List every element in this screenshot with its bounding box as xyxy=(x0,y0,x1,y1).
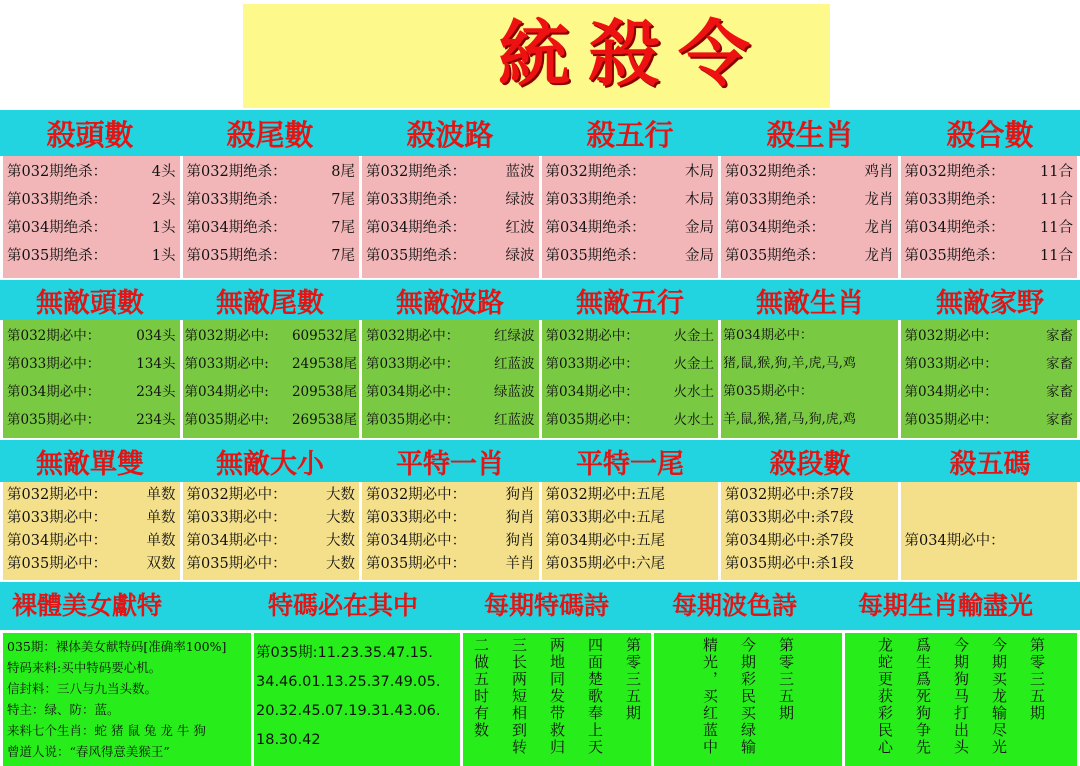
list-item: 第035期:11.23.35.47.15. xyxy=(256,645,433,661)
list-item: 第032期必中:杀7段 xyxy=(725,487,854,503)
list-item: 第035期绝杀： 1头 xyxy=(7,248,176,264)
header-numbers: 特碼必在其中 xyxy=(268,591,419,620)
list-item: 第034期必中： 234头 xyxy=(7,384,176,400)
list-item: 第034期必中： 绿蓝波 xyxy=(366,384,535,400)
list-item: 第032期必中： 红绿波 xyxy=(366,328,535,344)
poem-column: 精光，买红蓝中 xyxy=(701,637,719,756)
number-poem-cell xyxy=(463,633,651,766)
list-item: 第034期绝杀： 龙肖 xyxy=(725,220,894,236)
list-item: 第032期必中： 火金土 xyxy=(545,328,714,344)
zodiac-poem-cell xyxy=(845,633,1077,766)
list-item: 第032期绝杀： 4头 xyxy=(7,164,176,180)
kill-zodiac-cell xyxy=(721,156,898,278)
list-item: 第035期必中： 羊肖 xyxy=(366,556,535,572)
beauty-cell xyxy=(3,633,251,766)
list-item: 第032期绝杀： 蓝波 xyxy=(366,164,535,180)
list-item: 第033期必中:五尾 xyxy=(545,510,666,526)
list-item: 第034期绝杀： 红波 xyxy=(366,220,535,236)
header-zodiac-poem: 每期生肖輸盡光 xyxy=(858,591,1034,620)
list-item: 第034期绝杀： 1头 xyxy=(7,220,176,236)
section4-row xyxy=(0,630,1080,766)
poem-column: 今期狗马打出头 xyxy=(952,637,970,756)
list-item: 第034期必中： 单数 xyxy=(7,533,176,549)
sure-wave-cell xyxy=(362,320,539,438)
list-item: 第033期必中： 家畜 xyxy=(904,356,1073,372)
one-tail-cell xyxy=(542,482,719,580)
list-item: 第032期必中： 大数 xyxy=(186,487,355,503)
header-kill-sum: 殺合數 xyxy=(946,117,1034,152)
kill-element-cell xyxy=(542,156,719,278)
list-item: 第035期绝杀： 11合 xyxy=(904,248,1073,264)
header-kill-zodiac: 殺生肖 xyxy=(766,117,854,152)
list-item: 第033期绝杀： 7尾 xyxy=(186,192,355,208)
section1-row xyxy=(0,156,1080,278)
wave-poem xyxy=(654,633,842,766)
list-item: 035期：裸体美女献特码[准确率100%] xyxy=(7,639,227,654)
list-item: 第034期必中： 大数 xyxy=(186,533,355,549)
header-beauty: 裸體美女獻特 xyxy=(12,591,163,620)
kill-head-cell xyxy=(3,156,180,278)
list-item: 20.32.45.07.19.31.43.06. xyxy=(256,703,441,719)
list-item: 第033期必中： 单数 xyxy=(7,510,176,526)
header-odd-even: 無敵單雙 xyxy=(36,448,144,480)
list-item: 34.46.01.13.25.37.49.05. xyxy=(256,674,441,690)
list-item: 第033期绝杀： 2头 xyxy=(7,192,176,208)
list-item: 第035期必中： xyxy=(723,384,813,399)
list-item: 特主：绿、防：蓝。 xyxy=(7,702,120,717)
poem-column: 今期彩民买绿输 xyxy=(739,637,757,756)
sure-tail-cell xyxy=(183,320,360,438)
list-item: 曾道人说：“春风得意美猴王” xyxy=(7,744,170,759)
header-sure-domestic: 無敵家野 xyxy=(936,287,1044,319)
poem-column: 今期买龙输尽光 xyxy=(990,637,1008,756)
list-item: 第032期绝杀： 8尾 xyxy=(186,164,355,180)
list-item: 第033期必中: 249538尾 xyxy=(184,356,357,372)
section3-row xyxy=(0,482,1080,580)
header-kill-element: 殺五行 xyxy=(586,117,674,152)
header-sure-zodiac: 無敵生肖 xyxy=(756,287,864,319)
list-item: 第032期必中:五尾 xyxy=(545,487,666,503)
list-item: 第032期必中: 609532尾 xyxy=(184,328,357,344)
header-one-tail: 平特一尾 xyxy=(576,448,684,480)
list-item: 来料七个生肖：蛇 猪 鼠 兔 龙 牛 狗 xyxy=(7,723,206,738)
sure-element-cell xyxy=(542,320,719,438)
header-sure-tail: 無敵尾數 xyxy=(216,287,324,319)
list-item: 特码来料:买中特码要心机。 xyxy=(7,660,162,675)
kill-sum-cell xyxy=(901,156,1078,278)
list-item: 第034期必中： xyxy=(904,533,1005,549)
list-item: 第035期必中:六尾 xyxy=(545,556,666,572)
list-item: 第034期必中： 火水土 xyxy=(545,384,714,400)
list-item: 第033期绝杀： 木局 xyxy=(545,192,714,208)
list-item: 第032期绝杀： 木局 xyxy=(545,164,714,180)
section2-header xyxy=(0,280,1080,320)
list-item: 第033期绝杀： 绿波 xyxy=(366,192,535,208)
poem-column: 第零三五期 xyxy=(624,637,642,722)
header-kill-head: 殺頭數 xyxy=(46,117,134,152)
poem-column: 龙蛇更获彩民心 xyxy=(876,637,894,756)
poem-column: 二做五时有数 xyxy=(472,637,490,739)
list-item: 第035期必中： 234头 xyxy=(7,412,176,428)
header-sure-head: 無敵頭數 xyxy=(36,287,144,319)
list-item: 第032期必中： 狗肖 xyxy=(366,487,535,503)
list-item: 第032期必中： 单数 xyxy=(7,487,176,503)
wave-poem-cell xyxy=(654,633,842,766)
list-item: 第034期绝杀： 11合 xyxy=(904,220,1073,236)
list-item: 信封料：三八与九当头数。 xyxy=(7,681,158,696)
list-item: 第035期绝杀： 龙肖 xyxy=(725,248,894,264)
list-item: 羊,鼠,猴,猪,马,狗,虎,鸡 xyxy=(723,412,856,427)
header-number-poem: 每期特碼詩 xyxy=(484,591,610,620)
list-item: 第035期必中： 家畜 xyxy=(904,412,1073,428)
list-item: 第034期绝杀： 金局 xyxy=(545,220,714,236)
list-item: 第035期必中:杀1段 xyxy=(725,556,854,572)
list-item: 第035期绝杀： 绿波 xyxy=(366,248,535,264)
odd-even-cell xyxy=(3,482,180,580)
header-kill-wave: 殺波路 xyxy=(406,117,494,152)
list-item: 第033期必中： 狗肖 xyxy=(366,510,535,526)
page-title: 統殺令 xyxy=(498,11,769,96)
section4-header xyxy=(0,582,1080,630)
list-item: 第035期必中: 269538尾 xyxy=(184,412,357,428)
sure-zodiac-cell xyxy=(721,320,898,438)
sure-head-cell xyxy=(3,320,180,438)
section2-row xyxy=(0,320,1080,438)
one-zodiac-cell xyxy=(362,482,539,580)
list-item: 第032期绝杀： 鸡肖 xyxy=(725,164,894,180)
poem-column: 三长两短相到转 xyxy=(510,637,528,756)
poem-column: 爲生爲死狗争先 xyxy=(914,637,932,756)
kill-wave-cell xyxy=(362,156,539,278)
poem-column: 第零三五期 xyxy=(777,637,795,722)
header-kill-five-codes: 殺五碼 xyxy=(949,448,1031,480)
list-item: 第033期必中： 大数 xyxy=(186,510,355,526)
list-item: 第033期绝杀： 龙肖 xyxy=(725,192,894,208)
list-item: 第032期必中： 034头 xyxy=(7,328,176,344)
header-kill-tail: 殺尾數 xyxy=(226,117,314,152)
header-sure-element: 無敵五行 xyxy=(576,287,684,319)
list-item: 第033期必中： 红蓝波 xyxy=(366,356,535,372)
list-item: 第032期必中： 家畜 xyxy=(904,328,1073,344)
list-item: 第033期必中： 134头 xyxy=(7,356,176,372)
header-sure-wave: 無敵波路 xyxy=(396,287,504,319)
sure-domestic-cell xyxy=(901,320,1078,438)
section1-header xyxy=(0,110,1080,156)
header-big-small: 無敵大小 xyxy=(216,448,324,480)
list-item: 第035期绝杀： 7尾 xyxy=(186,248,355,264)
header-one-zodiac: 平特一肖 xyxy=(396,448,504,480)
list-item: 第034期必中:杀7段 xyxy=(725,533,854,549)
header-kill-segment: 殺段數 xyxy=(769,448,851,480)
poem-column: 两地同发带救归 xyxy=(548,637,566,756)
list-item: 第035期必中： 双数 xyxy=(7,556,176,572)
kill-five-codes-cell xyxy=(901,482,1078,580)
list-item: 第035期必中： 大数 xyxy=(186,556,355,572)
poem-column: 第零三五期 xyxy=(1028,637,1046,722)
number-poem xyxy=(463,633,651,766)
list-item: 第032期绝杀： 11合 xyxy=(904,164,1073,180)
kill-tail-cell xyxy=(183,156,360,278)
big-small-cell xyxy=(183,482,360,580)
list-item: 第035期必中： 红蓝波 xyxy=(366,412,535,428)
kill-segment-cell xyxy=(721,482,898,580)
list-item: 第034期必中: 209538尾 xyxy=(184,384,357,400)
numbers-cell xyxy=(254,633,460,766)
list-item: 第034期绝杀： 7尾 xyxy=(186,220,355,236)
board xyxy=(0,110,1080,766)
list-item: 第034期必中： xyxy=(723,328,813,343)
poem-column: 四面楚歌奉上天 xyxy=(586,637,604,756)
list-item: 18.30.42 xyxy=(256,732,321,748)
list-item: 第033期必中:杀7段 xyxy=(725,510,854,526)
list-item: 第035期必中： 火水土 xyxy=(545,412,714,428)
list-item: 第034期必中： 家畜 xyxy=(904,384,1073,400)
section3-header xyxy=(0,440,1080,482)
list-item: 第033期绝杀： 11合 xyxy=(904,192,1073,208)
list-item: 第035期绝杀： 金局 xyxy=(545,248,714,264)
list-item: 第034期必中:五尾 xyxy=(545,533,666,549)
zodiac-poem xyxy=(845,633,1077,766)
list-item: 第034期必中： 狗肖 xyxy=(366,533,535,549)
header-wave-poem: 每期波色詩 xyxy=(672,591,798,620)
list-item: 第033期必中： 火金土 xyxy=(545,356,714,372)
list-item: 猪,鼠,猴,狗,羊,虎,马,鸡 xyxy=(723,356,856,371)
